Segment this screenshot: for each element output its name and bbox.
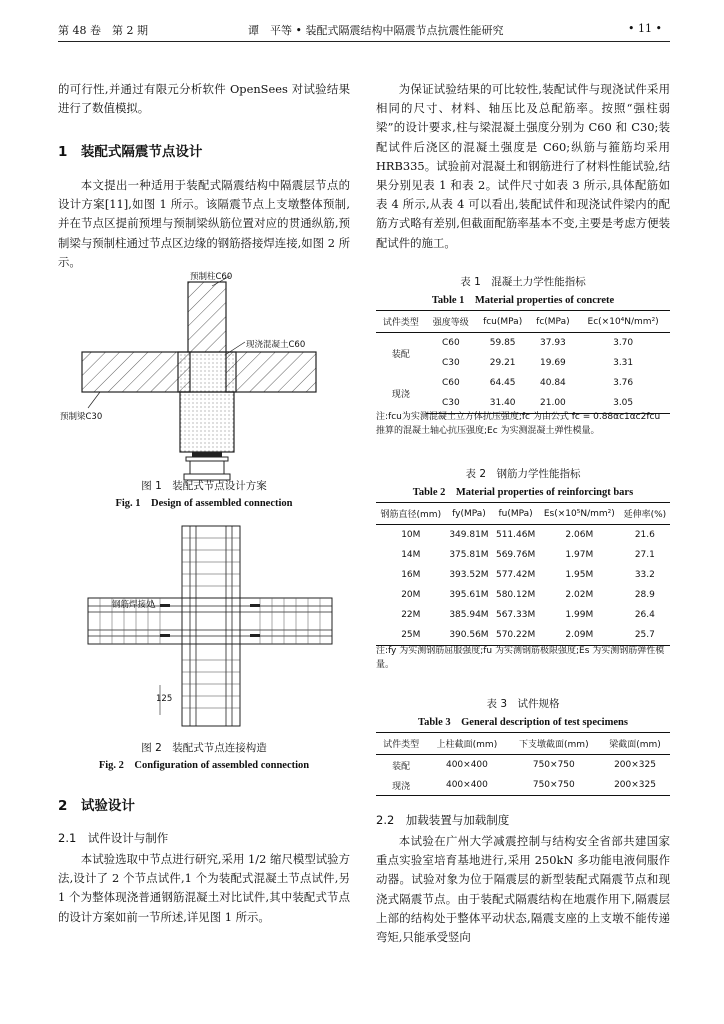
table2-caption-cn: 表 2 钢筋力学性能指标 [465, 468, 581, 480]
table-cell: 1.97M [565, 550, 594, 560]
table1-header-cell: fcu(MPa) [476, 311, 530, 333]
table2-header-cell: 延伸率(%) [620, 503, 670, 525]
table-cell: 3.76 [613, 378, 634, 388]
table-cell: 22M [401, 610, 421, 620]
table-cell: 3.31 [613, 358, 634, 368]
fig1-label-cast-concrete: 现浇混凝土C60 [246, 340, 306, 350]
table-cell: 27.1 [634, 550, 655, 560]
table-3 [376, 732, 670, 796]
table-cell: 750×750 [532, 760, 575, 770]
table1-header-row [376, 311, 670, 333]
table2-header-cell: Es(×10⁵N/mm²) [539, 503, 620, 525]
table-row [376, 625, 670, 646]
table1-header-cell: 试件类型 [376, 311, 426, 333]
table2-header-cell: 钢筋直径(mm) [376, 503, 446, 525]
table-cell: 64.45 [489, 378, 516, 388]
table-cell: 349.81M [449, 530, 489, 540]
table-cell: 40.84 [540, 378, 566, 388]
table-cell: 1.95M [565, 570, 594, 580]
table-cell: 393.52M [449, 570, 489, 580]
right-para-0: 为保证试验结果的可比较性,装配试件与现浇试件采用相同的尺寸、材料、轴压比及总配筋率。按照“强柱弱梁”的设计要求,柱与梁混凝土强度分别为 C60 和 C30;装配试件后浇区的混凝土强度是 C60;纵筋与箍筋均采用 HRB335。试验前对混凝土和钢筋进行了材料性能试验,结果分别见表 1 和表 2。试件尺寸如表 3 所示,具体配筋如表 4 所示,从表 4 可以看出,装配试件和现浇试件梁内的配筋方式略有差别,但截面配筋率基本不变,主要是考虑方便装配试件的施工。 [376, 82, 670, 250]
table1-note: 注:fcu为实测混凝土立方体抗压强度;fc 为由公式 fc = 0.88αc1αc2fcu 推算的混凝土轴心抗压强度;Ec 为实测混凝土弹性模量。 [376, 412, 661, 436]
table1-caption-en: Table 1 Material properties of concrete [431, 295, 615, 306]
table-cell: 567.33M [495, 610, 536, 620]
table-row [376, 605, 670, 625]
table-cell: 现浇 [376, 775, 426, 796]
left-para-2-1: 本试验选取中节点进行研究,采用 1/2 缩尺模型试验方法,设计了 2 个节点试件,1 个为装配式混凝土节点试件,另 1 个为整体现浇普通钢筋混凝土对比试件,其中装配式节点的设计方案如前一节所述,详见图 1 所示。 [58, 852, 350, 924]
table-cell: 20M [401, 590, 421, 600]
table-cell: 33.2 [634, 570, 655, 580]
table-cell: 400×400 [426, 775, 507, 796]
table-cell: 580.12M [495, 590, 536, 600]
table-2 [376, 502, 670, 646]
table-cell: 570.22M [492, 625, 539, 646]
fig1-caption-cn: 图 1 装配式节点设计方案 [141, 480, 267, 492]
table1-type-cell: 现浇 [391, 389, 410, 400]
table-1 [376, 310, 670, 414]
table-row [376, 525, 670, 546]
table2-header-cell: fy(MPa) [446, 503, 493, 525]
table1-header-cell: 强度等级 [426, 311, 476, 333]
section-2-heading: 2 试验设计 [58, 798, 135, 814]
table1-type-cell: 装配 [391, 349, 410, 360]
table-row [376, 373, 670, 393]
table3-header-row [376, 733, 670, 755]
fig1-label-precast-column: 预制柱C60 [190, 272, 233, 282]
table-cell: 750×750 [508, 775, 601, 796]
table3-caption-en: Table 3 General description of test specimens [418, 717, 628, 728]
fig2-label-weld: 钢筋焊接处 [112, 600, 155, 610]
table-cell: C60 [441, 378, 460, 388]
table3-header-cell: 试件类型 [376, 733, 426, 755]
table3-caption-cn: 表 3 试件规格 [486, 698, 560, 710]
fig2-caption-en: Fig. 2 Configuration of assembled connection [98, 760, 310, 771]
header-page-number: • 11 • [628, 22, 662, 35]
table-cell: C30 [441, 358, 460, 368]
table-cell: 21.6 [634, 530, 655, 540]
header-rule [58, 41, 670, 42]
table-cell: 59.85 [489, 338, 516, 348]
table-cell: 28.9 [634, 590, 655, 600]
table3-header-cell: 上柱截面(mm) [426, 733, 507, 755]
table-cell: 1.99M [565, 610, 594, 620]
table-row [376, 585, 670, 605]
table-cell: 29.21 [489, 358, 516, 368]
table-cell: 3.70 [613, 338, 634, 348]
table1-caption-cn: 表 1 混凝土力学性能指标 [460, 276, 586, 288]
table-cell: 385.94M [449, 610, 489, 620]
table2-note: 注:fy 为实测钢筋屈服强度;fu 为实测钢筋极限强度;Es 为实测钢筋弹性模量。 [376, 646, 665, 670]
right-para-2-2: 本试验在广州大学减震控制与结构安全省部共建国家重点实验室培育基地进行,采用 250kN 多功能电液伺服作动器。试验对象为位于隔震层的新型装配式隔震节点和现浇式隔震节点。由于装配式隔震结构在地震作用下,隔震层上部的结构处于整体平动状态,隔震支座的上支墩不能传递弯矩,只能承受竖向 [376, 834, 670, 945]
table-cell: 25.7 [620, 625, 670, 646]
figure-2-drawing [60, 520, 350, 735]
section-1-heading: 1 装配式隔震节点设计 [58, 144, 203, 160]
table-cell: 400×400 [445, 760, 488, 770]
table-cell: C30 [426, 393, 476, 414]
table2-header-cell: fu(MPa) [492, 503, 539, 525]
subsection-2-2-heading: 2.2 加载装置与加载制度 [376, 813, 510, 827]
fig1-label-precast-beam: 预制梁C30 [60, 412, 103, 422]
table-cell: 390.56M [446, 625, 493, 646]
table-row [376, 565, 670, 585]
table3-header-cell: 下支墩截面(mm) [508, 733, 601, 755]
table2-header-row [376, 503, 670, 525]
table-cell: 37.93 [540, 338, 566, 348]
table-cell: 395.61M [449, 590, 489, 600]
table-cell: 511.46M [495, 530, 536, 540]
table1-header-cell: fc(MPa) [530, 311, 577, 333]
table-cell: 16M [401, 570, 421, 580]
fig1-caption-en: Fig. 1 Design of assembled connection [115, 498, 293, 509]
fig2-label-dimension: 125 [156, 694, 173, 704]
table-cell: 2.06M [565, 530, 594, 540]
table1-header-cell: Ec(×10⁴N/mm²) [576, 311, 670, 333]
table-row [376, 775, 670, 796]
table3-header-cell: 梁截面(mm) [600, 733, 670, 755]
table-cell: 200×325 [614, 760, 656, 770]
table-cell: 14M [401, 550, 421, 560]
table-row [376, 333, 670, 354]
table-cell: 577.42M [495, 570, 536, 580]
table2-caption-en: Table 2 Material properties of reinforcingt bars [412, 487, 634, 498]
table-cell: 569.76M [495, 550, 536, 560]
table-cell: 3.05 [576, 393, 670, 414]
fig2-caption-cn: 图 2 装配式节点连接构造 [141, 742, 267, 754]
header-title: 谭 平等 • 装配式隔震结构中隔震节点抗震性能研究 [248, 24, 504, 37]
table-cell: 25M [376, 625, 446, 646]
table-cell: 2.02M [565, 590, 594, 600]
table-cell: 26.4 [634, 610, 655, 620]
table-cell: 19.69 [540, 358, 566, 368]
table-row [376, 755, 670, 776]
table-cell: 375.81M [449, 550, 489, 560]
table-cell: 200×325 [600, 775, 670, 796]
table-cell: 31.40 [476, 393, 530, 414]
figure-1-drawing [60, 270, 350, 485]
left-para-1: 本文提出一种适用于装配式隔震结构中隔震层节点的设计方案[11],如图 1 所示。该隔震节点上支墩整体预制,并在节点区提前预埋与预制梁纵筋位置对应的贯通纵筋,预制梁与预制柱通过节点区边缘的钢筋搭接焊连接,如图 2 所示。 [58, 178, 350, 269]
table-row [376, 545, 670, 565]
table-cell: 10M [401, 530, 421, 540]
left-para-0: 的可行性,并通过有限元分析软件 OpenSees 对试验结果进行了数值模拟。 [58, 82, 350, 116]
header-volume: 第 48 卷 第 2 期 [58, 24, 148, 37]
table-cell: C60 [441, 338, 460, 348]
table-cell: 装配 [392, 761, 411, 772]
subsection-2-1-heading: 2.1 试件设计与制作 [58, 831, 169, 845]
table-cell: 21.00 [530, 393, 577, 414]
table-cell: 2.09M [539, 625, 620, 646]
